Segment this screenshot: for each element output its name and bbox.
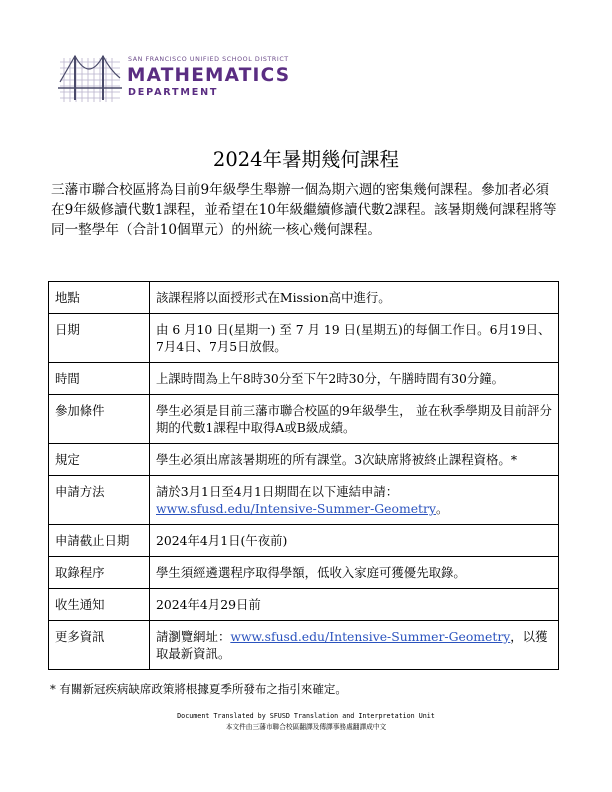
table-row (49, 363, 559, 395)
table-row (49, 557, 559, 589)
logo-department-text: DEPARTMENT (128, 87, 219, 98)
row-label: 取錄程序 (49, 557, 150, 589)
department-logo (58, 52, 298, 104)
row-value (150, 589, 559, 621)
row-value-suffix: 。 (435, 501, 449, 516)
intro-paragraph: 三藩市聯合校區將為目前9年級學生舉辦一個為期六週的密集幾何課程。參加者必須在9年級修讀代數1課程，並希望在10年級繼續修讀代數2課程。該暑期幾何課程將等同一整學年（合計10個單元）的州統一核心幾何課程。 (51, 182, 557, 238)
row-value-suffix: ，以獲取最新資訊。 (156, 629, 548, 661)
row-value (150, 476, 559, 525)
row-value (150, 557, 559, 589)
logo-main-text: MATHEMATICS (127, 65, 291, 86)
row-label: 地點 (49, 282, 150, 314)
row-value-text: 上課時間為上午8時30分至下午2時30分，午膳時間有30分鐘。 (156, 371, 505, 386)
row-value (150, 314, 559, 363)
row-value-text: 2024年4月29日前 (156, 597, 261, 612)
logo-district-text: SAN FRANCISCO UNIFIED SCHOOL DISTRICT (128, 56, 289, 63)
table-row (49, 476, 559, 525)
row-value (150, 621, 559, 670)
page-title: 2024年暑期幾何課程 (212, 148, 400, 171)
row-label: 申請方法 (49, 476, 150, 525)
row-label: 參加條件 (49, 395, 150, 444)
table-row (49, 314, 559, 363)
row-label: 日期 (49, 314, 150, 363)
row-value-text: 學生須經遴選程序取得學額，低收入家庭可獲優先取錄。 (156, 565, 466, 580)
row-value-text: 由 6 月10 日(星期一) 至 7 月 19 日(星期五)的每個工作日。6月19日、7月4日、7月5日放假。 (156, 322, 551, 354)
row-label: 收生通知 (49, 589, 150, 621)
row-label: 時間 (49, 363, 150, 395)
table-row (49, 589, 559, 621)
application-link[interactable]: www.sfusd.edu/Intensive-Summer-Geometry (230, 629, 511, 644)
row-value (150, 282, 559, 314)
row-label: 規定 (49, 444, 150, 476)
row-value (150, 444, 559, 476)
application-link[interactable]: www.sfusd.edu/Intensive-Summer-Geometry (156, 501, 436, 516)
translation-notice (0, 711, 612, 733)
translation-notice-en: Document Translated by SFUSD Translation and Interpretation Unit (177, 712, 435, 720)
table-row (49, 444, 559, 476)
translation-notice-zh: 本文件由三藩市聯合校區翻譯及傳譯事務處翻譯成中文 (225, 723, 387, 731)
table-row (49, 525, 559, 557)
row-value-text: 該課程將以面授形式在Mission高中進行。 (156, 290, 391, 305)
row-label: 申請截止日期 (49, 525, 150, 557)
table-row (49, 621, 559, 670)
row-value-text: 請瀏覽網址： (156, 629, 231, 644)
row-value (150, 363, 559, 395)
table-row (49, 282, 559, 314)
program-info-table (48, 281, 559, 670)
table-row (49, 395, 559, 444)
row-value (150, 525, 559, 557)
row-value (150, 395, 559, 444)
footnote: * 有關新冠疾病缺席政策將根據夏季所發布之指引來確定。 (50, 682, 347, 696)
row-value-text: 學生必須是目前三藩市聯合校區的9年級學生， 並在秋季學期及目前評分期的代數1課程中取得A或B級成績。 (156, 403, 552, 435)
row-value-text: 學生必須出席該暑期班的所有課堂。3次缺席將被終止課程資格。* (156, 452, 518, 467)
row-value-text: 2024年4月1日(午夜前) (156, 533, 288, 548)
row-value-text: 請於3月1日至4月1日期間在以下連結申請： (156, 484, 399, 499)
row-label: 更多資訊 (49, 621, 150, 670)
golden-gate-bridge-icon (58, 52, 122, 104)
